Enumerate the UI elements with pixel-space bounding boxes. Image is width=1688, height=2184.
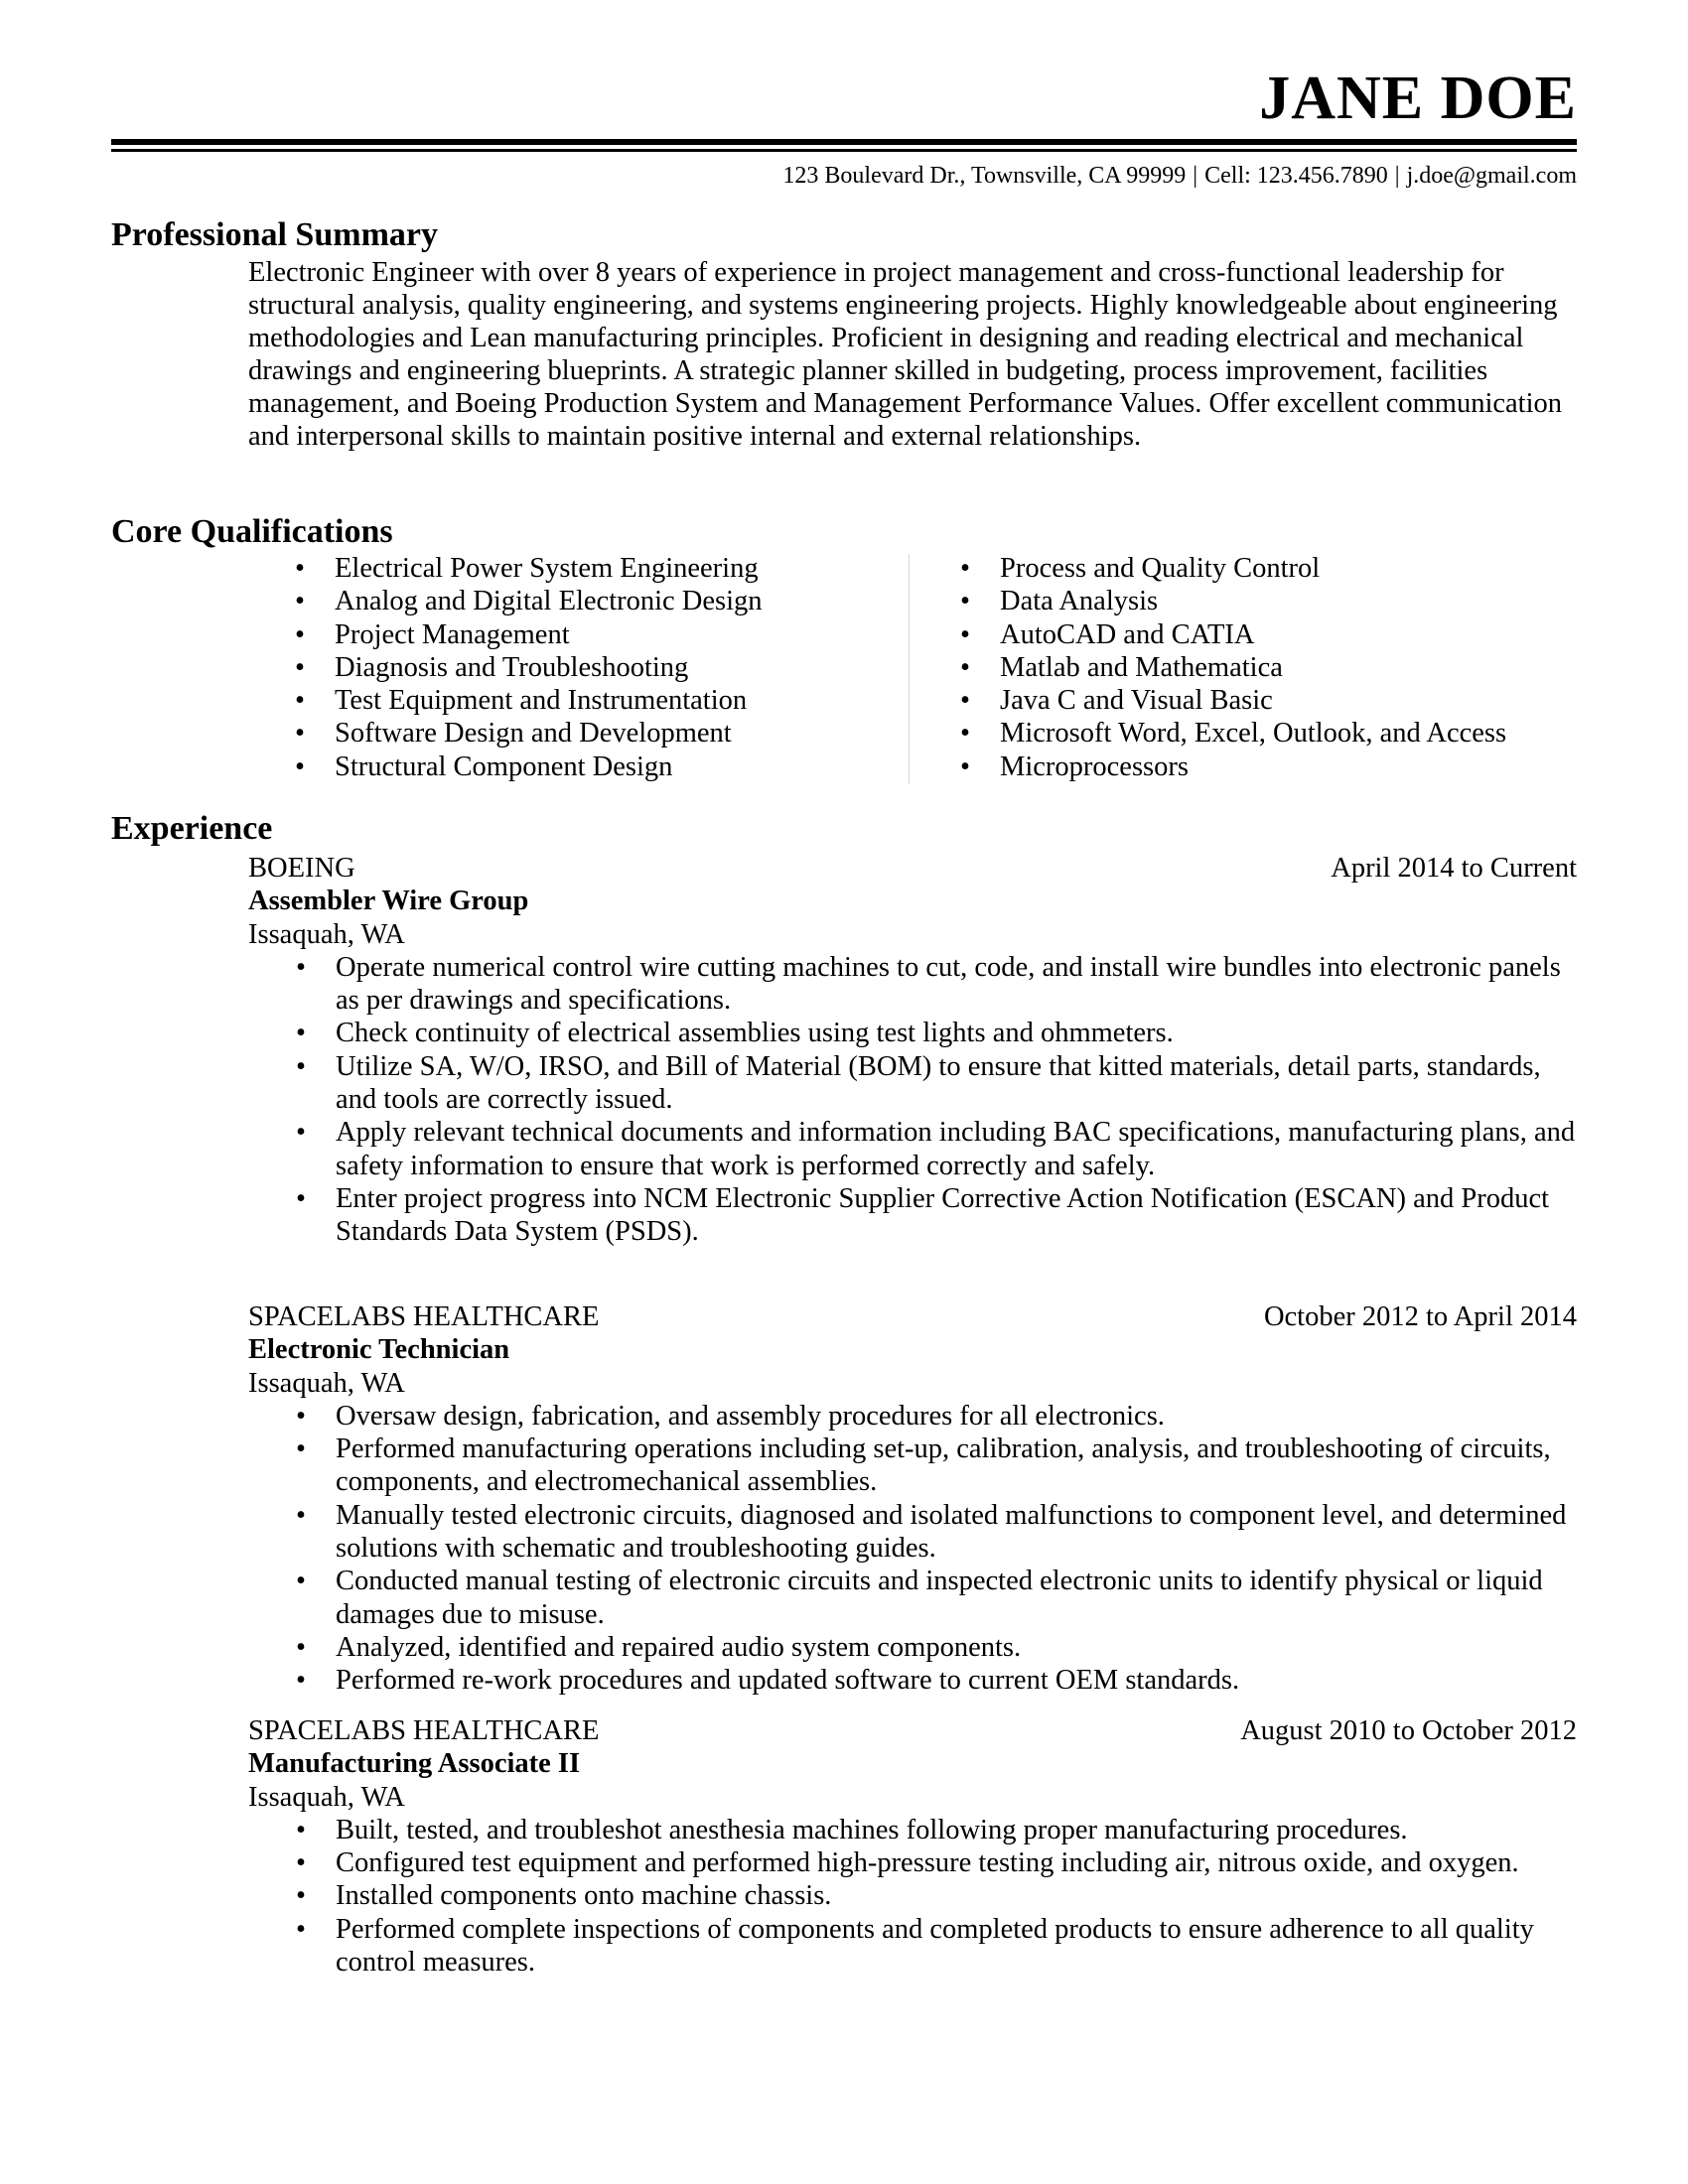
job-company: SPACELABS HEALTHCARE [248, 1301, 600, 1332]
job-bullet: • Oversaw design, fabrication, and assembly procedures for all electronics. [248, 1400, 1577, 1433]
qualifications-right-list [960, 552, 1506, 783]
job-entry [248, 1300, 1577, 1698]
job-entry [248, 852, 1577, 1249]
section-heading-qualifications: Core Qualifications [111, 513, 393, 550]
candidate-name: JANE DOE [1259, 65, 1577, 132]
contact-email[interactable]: j.doe@gmail.com [1406, 163, 1577, 189]
job-location: Issaquah, WA [248, 1781, 405, 1813]
job-bullet: • Manually tested electronic circuits, diagnosed and isolated malfunctions to component level, and determined solutions with schematic and troubleshooting guides. [248, 1499, 1577, 1566]
job-bullet: • Utilize SA, W/O, IRSO, and Bill of Material (BOM) to ensure that kitted materials, detail parts, standards, and tools are correctly issued. [248, 1050, 1577, 1117]
qualification-item: • Data Analysis [960, 585, 1506, 617]
job-dates: August 2010 to October 2012 [1240, 1715, 1577, 1746]
job-bullet: • Configured test equipment and performed high-pressure testing including air, nitrous oxide, and oxygen. [248, 1846, 1577, 1879]
job-bullet: • Performed manufacturing operations including set-up, calibration, analysis, and troubleshooting of circuits, components, and electromechanical assemblies. [248, 1433, 1577, 1499]
job-bullet: • Performed complete inspections of components and completed products to ensure adherence to all quality control measures. [248, 1913, 1577, 1979]
qualifications-column-divider [909, 554, 910, 784]
summary-text: Electronic Engineer with over 8 years of experience in project management and cross-functional leadership for structural analysis, quality engineering, and systems engineering projects. Highly knowledgeable about engineering methodologies and Lean manufacturing principles. Proficient in designing and reading electrical and mechanical drawings and engineering blueprints. A strategic planner skilled in budgeting, process improvement, facilities management, and Boeing Production System and Management Performance Values. Offer excellent communication and interpersonal skills to maintain positive internal and external relationships. [248, 257, 1563, 452]
section-heading-summary: Professional Summary [111, 216, 438, 253]
job-bullet: • Conducted manual testing of electronic circuits and inspected electronic units to identify physical or liquid damages due to misuse. [248, 1565, 1577, 1631]
job-bullet: • Installed components onto machine chassis. [248, 1879, 1577, 1912]
job-bullet: • Built, tested, and troubleshot anesthesia machines following proper manufacturing procedures. [248, 1814, 1577, 1846]
section-heading-experience: Experience [111, 810, 273, 847]
contact-separator: | [1193, 163, 1198, 189]
qualification-item: • Microsoft Word, Excel, Outlook, and Access [960, 717, 1506, 750]
job-title: Assembler Wire Group [248, 886, 529, 917]
qualification-item: • Diagnosis and Troubleshooting [295, 651, 763, 684]
job-bullets [248, 951, 1577, 1249]
job-bullet: • Apply relevant technical documents and information including BAC specifications, manufacturing plans, and safety information to ensure that work is performed correctly and safely. [248, 1116, 1577, 1182]
job-entry [248, 1714, 1577, 1979]
qualification-item: • Structural Component Design [295, 751, 763, 783]
job-bullet: • Performed re-work procedures and updated software to current OEM standards. [248, 1664, 1577, 1697]
job-location: Issaquah, WA [248, 1367, 405, 1399]
qualifications-left-list [295, 552, 763, 783]
qualification-item: • Process and Quality Control [960, 552, 1506, 585]
job-bullet: • Analyzed, identified and repaired audio system components. [248, 1631, 1577, 1664]
job-header-row [248, 1714, 1577, 1747]
job-bullet: • Operate numerical control wire cutting machines to cut, code, and install wire bundles into electronic panels as per drawings and specifications. [248, 951, 1577, 1018]
job-bullets [248, 1814, 1577, 1979]
qualification-item: • AutoCAD and CATIA [960, 618, 1506, 651]
job-bullet: • Enter project progress into NCM Electronic Supplier Corrective Action Notification (ESCAN) and Product Standards Data System (PSDS). [248, 1182, 1577, 1249]
job-title: Electronic Technician [248, 1334, 510, 1366]
job-bullets [248, 1400, 1577, 1698]
qualification-item: • Electrical Power System Engineering [295, 552, 763, 585]
qualification-item: • Project Management [295, 618, 763, 651]
header-rule-thick [111, 139, 1577, 145]
qualification-item: • Matlab and Mathematica [960, 651, 1506, 684]
qualification-item: • Software Design and Development [295, 717, 763, 750]
header-rule-thin [111, 149, 1577, 152]
qualification-item: • Test Equipment and Instrumentation [295, 684, 763, 717]
job-dates: April 2014 to Current [1331, 853, 1577, 884]
job-dates: October 2012 to April 2014 [1263, 1301, 1577, 1332]
job-company: BOEING [248, 853, 355, 884]
qualification-item: • Microprocessors [960, 751, 1506, 783]
job-company: SPACELABS HEALTHCARE [248, 1715, 600, 1746]
contact-address: 123 Boulevard Dr., Townsville, CA 99999 [782, 163, 1187, 189]
contact-line [782, 164, 1577, 188]
job-location: Issaquah, WA [248, 918, 405, 950]
qualification-item: • Analog and Digital Electronic Design [295, 585, 763, 617]
job-header-row [248, 1300, 1577, 1333]
job-title: Manufacturing Associate II [248, 1748, 581, 1780]
job-header-row [248, 852, 1577, 885]
contact-separator: | [1394, 163, 1400, 189]
qualification-item: • Java C and Visual Basic [960, 684, 1506, 717]
contact-cell: Cell: 123.456.7890 [1204, 163, 1388, 189]
job-bullet: • Check continuity of electrical assemblies using test lights and ohmmeters. [248, 1017, 1577, 1049]
